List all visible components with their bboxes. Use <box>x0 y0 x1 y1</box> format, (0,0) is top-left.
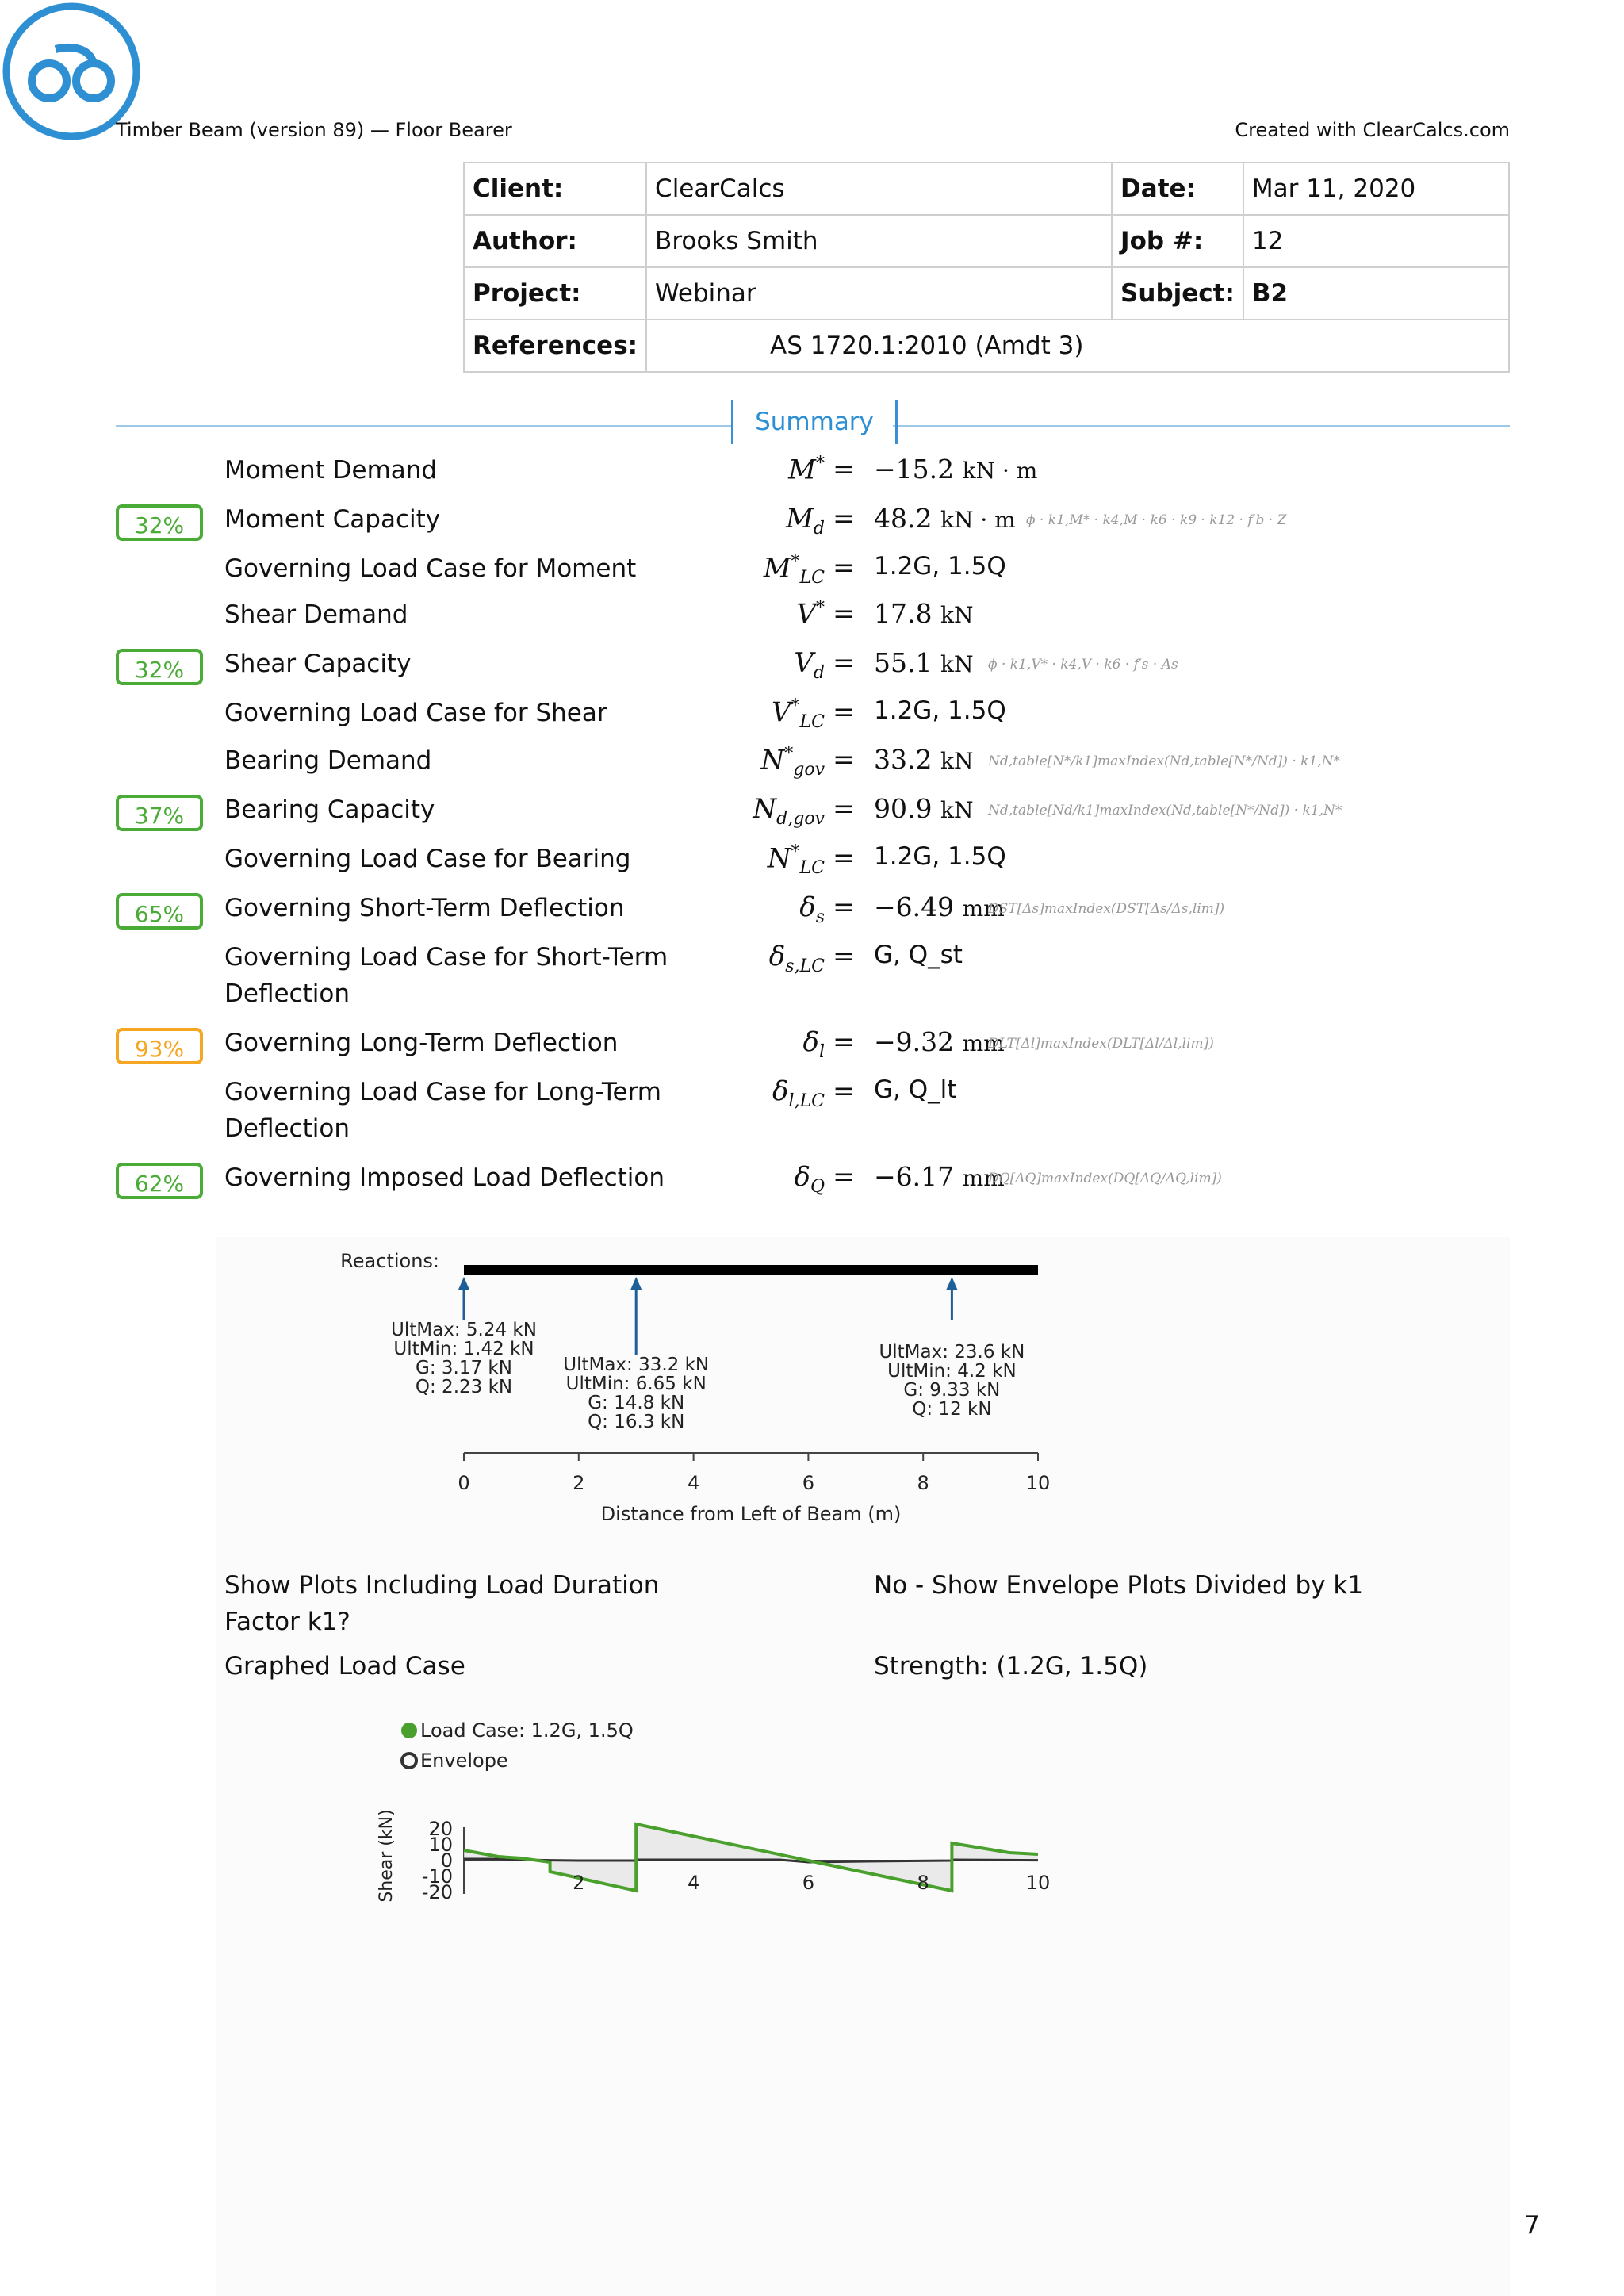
plots-option-label: Show Plots Including Load Duration Factor k1? <box>224 1571 660 1636</box>
doc-title: Timber Beam (version 89) — Floor Bearer <box>116 119 512 141</box>
result-label: Governing Load Case for Short-Term Deflection <box>224 943 668 1008</box>
value-number: −9.32 <box>874 1026 955 1057</box>
shear-chart <box>365 1705 1063 1943</box>
legend-load-case: Load Case: 1.2G, 1.5Q <box>420 1719 634 1742</box>
capacity-formula: Nd,table[Nd/k1]maxIndex(Nd,table[N*/Nd]) · k1,N* <box>988 803 1342 818</box>
shear-axis-label: Shear (kN) <box>377 1809 396 1903</box>
result-symbol: $\delta_s$ <box>799 891 825 927</box>
result-label: Governing Load Case for Long-Term Deflection <box>224 1078 661 1143</box>
result-text: G, Q_lt <box>874 1075 957 1104</box>
result-label: Moment Demand <box>224 456 438 485</box>
shear-x-tick-label: 2 <box>573 1872 585 1894</box>
value-unit: mm <box>962 1030 1005 1056</box>
result-label: Bearing Capacity <box>224 795 435 824</box>
legend-envelope: Envelope <box>420 1750 508 1772</box>
page-number: 7 <box>1524 2211 1540 2240</box>
value-unit: kN <box>940 748 974 774</box>
graphed-load-case-label: Graphed Load Case <box>224 1652 465 1681</box>
reactions-diagram <box>333 1237 1086 1531</box>
result-symbol: $\delta_l$ <box>802 1026 825 1062</box>
value-number: −15.2 <box>874 454 955 485</box>
utilization-badge: 32% <box>116 649 203 685</box>
result-value <box>874 744 973 775</box>
result-label: Governing Imposed Load Deflection <box>224 1163 665 1192</box>
subject-value: B2 <box>1243 267 1509 320</box>
result-symbol: M* <box>788 454 825 486</box>
reaction-value: Q: 2.23 kN <box>415 1377 513 1397</box>
result-value <box>874 793 973 824</box>
reactions-title: Reactions: <box>340 1250 439 1272</box>
summary-divider-right <box>893 425 1510 427</box>
result-text: G, Q_st <box>874 941 963 969</box>
value-number: 48.2 <box>874 503 933 534</box>
shear-x-tick-label: 8 <box>917 1872 929 1894</box>
reaction-value: G: 14.8 kN <box>588 1393 685 1413</box>
author-label: Author: <box>464 215 646 267</box>
equals-sign: = <box>833 1161 856 1193</box>
date-value: Mar 11, 2020 <box>1243 163 1509 215</box>
shear-y-tick-label: -10 <box>421 1865 453 1888</box>
result-value <box>874 503 1016 534</box>
plots-option-value[interactable]: No - Show Envelope Plots Divided by k1 <box>874 1571 1364 1600</box>
result-label: Governing Load Case for Shear <box>224 699 607 727</box>
value-number: 17.8 <box>874 598 933 629</box>
project-label: Project: <box>464 267 646 320</box>
distance-tick-label: 8 <box>917 1472 929 1494</box>
reaction-value: UltMin: 4.2 kN <box>887 1361 1017 1382</box>
result-label: Shear Demand <box>224 600 408 629</box>
value-unit: kN <box>940 602 974 628</box>
distance-tick-label: 4 <box>687 1472 700 1494</box>
distance-tick-label: 10 <box>1025 1472 1051 1494</box>
result-value <box>874 454 1037 485</box>
subject-label: Subject: <box>1112 267 1243 320</box>
shear-x-tick-label: 10 <box>1025 1872 1051 1894</box>
value-number: 55.1 <box>874 647 933 678</box>
value-unit: kN · m <box>962 458 1038 484</box>
capacity-formula: DQ[ΔQ]maxIndex(DQ[ΔQ/ΔQ,lim]) <box>988 1171 1222 1186</box>
result-symbol: $\delta_{s,LC}$ <box>768 941 825 976</box>
result-label: Shear Capacity <box>224 650 412 678</box>
distance-tick-label: 2 <box>573 1472 585 1494</box>
reaction-value: UltMax: 5.24 kN <box>391 1320 537 1340</box>
value-number: 33.2 <box>874 744 933 775</box>
result-symbol: $M_d$ <box>786 503 825 539</box>
shear-y-tick-label: -20 <box>421 1881 453 1903</box>
references-value: AS 1720.1:2010 (Amdt 3) <box>646 320 1509 372</box>
job-label: Job #: <box>1112 215 1243 267</box>
result-label: Governing Load Case for Bearing <box>224 845 631 873</box>
capacity-formula: ϕ · k1,V* · k4,V · k6 · f′s · As <box>988 657 1178 673</box>
result-text: 1.2G, 1.5Q <box>874 842 1006 871</box>
result-symbol: $N^*_{gov}$ <box>760 744 825 780</box>
value-unit: mm <box>962 895 1005 922</box>
result-symbol: $V^*_{LC}$ <box>771 696 825 733</box>
value-number: −6.17 <box>874 1161 955 1192</box>
shear-y-tick-label: 20 <box>428 1818 453 1840</box>
result-label: Governing Short-Term Deflection <box>224 894 625 922</box>
result-value <box>874 1026 1005 1057</box>
distance-axis-label: Distance from Left of Beam (m) <box>600 1503 902 1525</box>
equals-sign: = <box>833 793 856 825</box>
result-symbol: $M^*_{LC}$ <box>763 552 825 588</box>
result-value <box>874 891 1005 922</box>
value-unit: kN <box>940 651 974 677</box>
result-value <box>874 1161 1005 1192</box>
equals-sign: = <box>833 842 856 874</box>
summary-divider-left <box>116 425 731 427</box>
beam-bar <box>464 1265 1038 1275</box>
equals-sign: = <box>833 696 856 728</box>
equals-sign: = <box>833 891 856 923</box>
utilization-badge: 62% <box>116 1163 203 1199</box>
legend-marker-envelope <box>402 1754 416 1768</box>
utilization-badge: 32% <box>116 504 203 541</box>
utilization-badge: 65% <box>116 893 203 930</box>
result-symbol: $N^*_{LC}$ <box>767 842 825 879</box>
utilization-badge: 93% <box>116 1028 203 1064</box>
result-value <box>874 598 973 629</box>
result-symbol: $V_d$ <box>794 647 825 683</box>
value-unit: kN · m <box>940 507 1016 533</box>
project-info-table <box>463 162 1510 373</box>
date-label: Date: <box>1112 163 1243 215</box>
result-label: Moment Capacity <box>224 505 441 534</box>
equals-sign: = <box>833 454 856 485</box>
equals-sign: = <box>833 941 856 972</box>
result-symbol: $N_{d,gov}$ <box>753 793 825 829</box>
references-label: References: <box>464 320 646 372</box>
legend-marker-load-case <box>401 1723 417 1738</box>
reaction-value: UltMin: 6.65 kN <box>565 1374 707 1394</box>
graphed-load-case-value[interactable]: Strength: (1.2G, 1.5Q) <box>874 1652 1148 1681</box>
reaction-value: Q: 12 kN <box>912 1399 992 1420</box>
reaction-value: UltMax: 23.6 kN <box>879 1342 1025 1363</box>
value-number: 90.9 <box>874 793 933 824</box>
reaction-arrowhead <box>630 1277 642 1290</box>
shear-x-tick-label: 4 <box>687 1872 700 1894</box>
equals-sign: = <box>833 744 856 776</box>
reaction-arrowhead <box>458 1277 469 1290</box>
summary-heading: Summary <box>731 400 898 444</box>
result-symbol: $\delta_Q$ <box>794 1161 825 1197</box>
value-number: −6.49 <box>874 891 955 922</box>
client-value: ClearCalcs <box>646 163 1112 215</box>
client-label: Client: <box>464 163 646 215</box>
result-label: Governing Long-Term Deflection <box>224 1029 619 1057</box>
reaction-value: Q: 16.3 kN <box>588 1412 685 1432</box>
equals-sign: = <box>833 1075 856 1107</box>
result-symbol: $\delta_{l,LC}$ <box>772 1075 825 1111</box>
equals-sign: = <box>833 503 856 535</box>
shear-y-tick-label: 10 <box>428 1834 453 1856</box>
reaction-arrowhead <box>946 1277 957 1290</box>
shear-x-tick-label: 6 <box>802 1872 815 1894</box>
author-value: Brooks Smith <box>646 215 1112 267</box>
project-value: Webinar <box>646 267 1112 320</box>
job-value: 12 <box>1243 215 1509 267</box>
result-label: Bearing Demand <box>224 746 432 775</box>
result-label: Governing Load Case for Moment <box>224 554 637 583</box>
result-text: 1.2G, 1.5Q <box>874 552 1006 581</box>
distance-tick-label: 6 <box>802 1472 815 1494</box>
result-text: 1.2G, 1.5Q <box>874 696 1006 725</box>
equals-sign: = <box>833 647 856 679</box>
reaction-value: G: 3.17 kN <box>416 1358 512 1378</box>
shear-y-tick-label: 0 <box>440 1849 453 1872</box>
reaction-value: UltMin: 1.42 kN <box>393 1339 534 1359</box>
utilization-badge: 37% <box>116 795 203 831</box>
capacity-formula: DST[Δs]maxIndex(DST[Δs/Δs,lim]) <box>988 901 1225 917</box>
capacity-formula: DLT[Δl]maxIndex(DLT[Δl/Δl,lim]) <box>988 1036 1214 1052</box>
value-unit: kN <box>940 797 974 823</box>
created-with: Created with ClearCalcs.com <box>1235 119 1510 141</box>
equals-sign: = <box>833 1026 856 1058</box>
equals-sign: = <box>833 598 856 630</box>
result-symbol: V* <box>796 598 825 631</box>
capacity-formula: ϕ · k1,M* · k4,M · k6 · k9 · k12 · f′b · Z <box>1026 512 1287 528</box>
distance-tick-label: 0 <box>458 1472 470 1494</box>
value-unit: mm <box>962 1165 1005 1191</box>
equals-sign: = <box>833 552 856 584</box>
capacity-formula: Nd,table[N*/k1]maxIndex(Nd,table[N*/Nd]) · k1,N* <box>988 753 1341 769</box>
reaction-value: UltMax: 33.2 kN <box>563 1355 710 1375</box>
result-value <box>874 647 973 678</box>
reaction-value: G: 9.33 kN <box>903 1380 1001 1401</box>
